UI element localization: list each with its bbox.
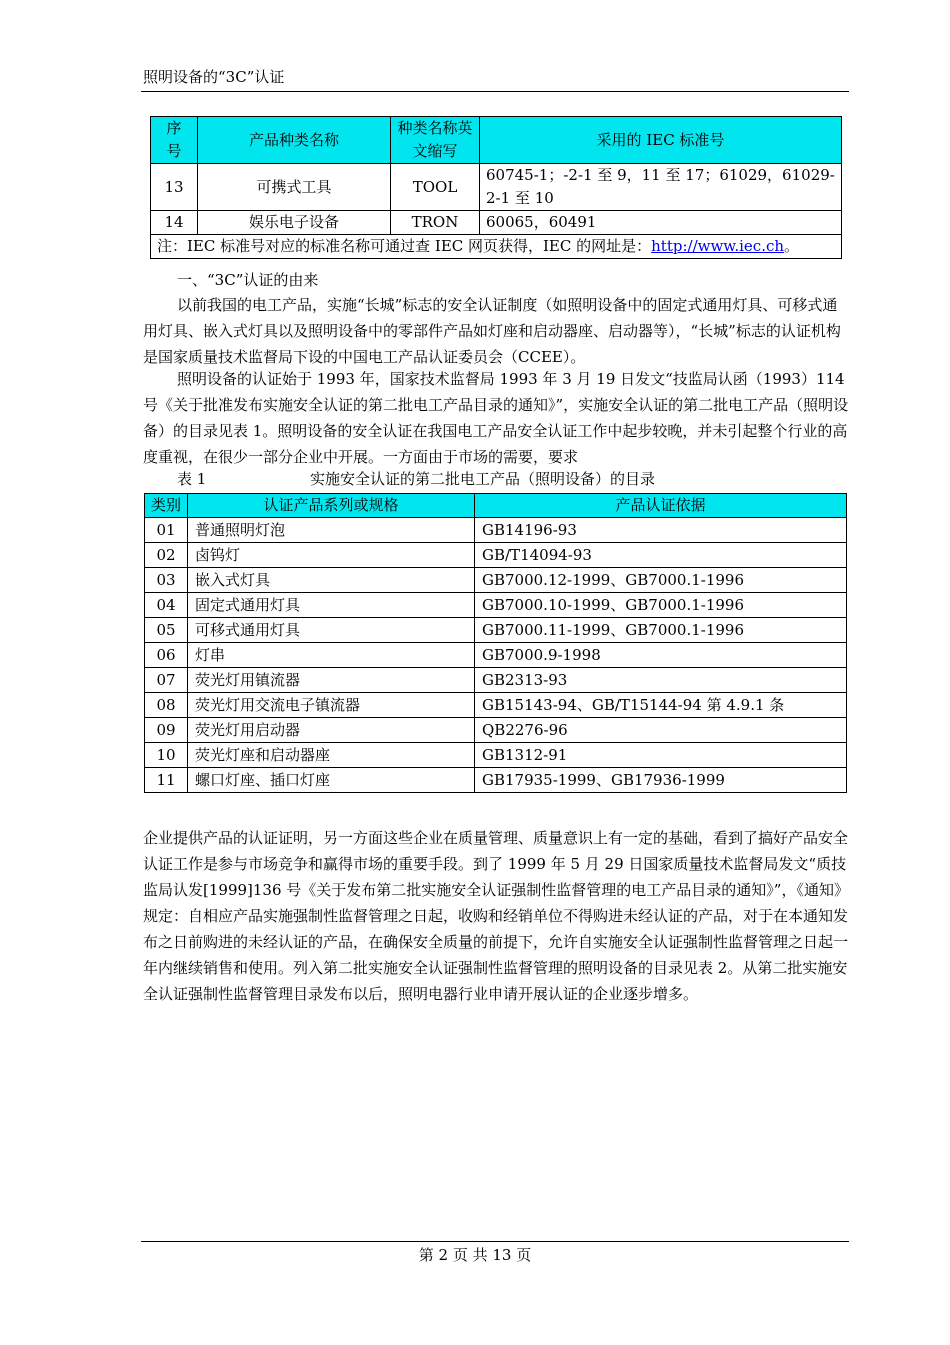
table-header-row <box>151 117 842 164</box>
table-row <box>145 743 847 768</box>
iec-website-link[interactable]: http://www.iec.ch <box>651 237 785 255</box>
table-cell: 13 <box>151 164 198 211</box>
table-cell: 嵌入式灯具 <box>188 568 475 593</box>
table-row <box>145 568 847 593</box>
table-row <box>145 543 847 568</box>
note-end: 。 <box>784 237 800 255</box>
table-cell: QB2276-96 <box>475 718 847 743</box>
table-cell: GB14196-93 <box>475 518 847 543</box>
table-cell: GB/T14094-93 <box>475 543 847 568</box>
table-cell: 荧光灯用启动器 <box>188 718 475 743</box>
table-cell: 60745-1；-2-1 至 9，11 至 17；61029，61029-2-1 至 10 <box>480 164 842 211</box>
table-cell: TOOL <box>391 164 480 211</box>
caption-label: 表 1 <box>177 470 207 488</box>
table-cell: 05 <box>145 618 188 643</box>
table-row <box>145 718 847 743</box>
caption-title: 实施安全认证的第二批电工产品（照明设备）的目录 <box>310 470 656 488</box>
table-row <box>151 211 842 235</box>
column-header: 种类名称英文缩写 <box>391 117 480 164</box>
column-header: 认证产品系列或规格 <box>188 494 475 518</box>
table-row <box>145 618 847 643</box>
certification-catalog-table <box>144 493 847 793</box>
column-header: 序号 <box>151 117 198 164</box>
table-cell: 普通照明灯泡 <box>188 518 475 543</box>
column-header: 类别 <box>145 494 188 518</box>
table-cell: GB2313-93 <box>475 668 847 693</box>
column-header: 产品认证依据 <box>475 494 847 518</box>
table-cell: 08 <box>145 693 188 718</box>
iec-standards-table <box>150 116 842 259</box>
paragraph-1: 以前我国的电工产品，实施“长城”标志的安全认证制度（如照明设备中的固定式通用灯具、可移式通用灯具、嵌入式灯具以及照明设备中的零部件产品如灯座和启动器座、启动器等），“长城”标志的认证机构是国家质量技术监督局下设的中国电工产品认证委员会（CCEE）。 <box>143 296 841 366</box>
table-cell: 可携式工具 <box>198 164 391 211</box>
page-number: 第 2 页 共 13 页 <box>418 1246 532 1264</box>
table-body <box>145 518 847 793</box>
table-cell: 灯串 <box>188 643 475 668</box>
table-cell: 卤钨灯 <box>188 543 475 568</box>
table-cell: 固定式通用灯具 <box>188 593 475 618</box>
table-cell: 14 <box>151 211 198 235</box>
table-row <box>151 164 842 211</box>
paragraph-2: 照明设备的认证始于 1993 年，国家技术监督局 1993 年 3 月 19 日发文“技监局认函（1993）114 号《关于批准发布实施安全认证的第二批电工产品目录的通知》”，实施安全认证的第二批电工产品（照明设备）的目录见表 1。照明设备的安全认证在我国电工产品安全认证工作中起步较晚，并未引起整个行业的高度重视，在很少一部分企业中开展。一方面由于市场的需要，要求 <box>143 370 849 466</box>
table-header-row <box>145 494 847 518</box>
table-cell: GB17935-1999、GB17936-1999 <box>475 768 847 793</box>
table-cell: GB7000.10-1999、GB7000.1-1996 <box>475 593 847 618</box>
table-cell: GB7000.12-1999、GB7000.1-1996 <box>475 568 847 593</box>
column-header: 采用的 IEC 标准号 <box>480 117 842 164</box>
page-header-title: 照明设备的“3C”认证 <box>143 68 285 86</box>
table-cell: 02 <box>145 543 188 568</box>
table-cell: TRON <box>391 211 480 235</box>
table-cell: 荧光灯用交流电子镇流器 <box>188 693 475 718</box>
table-cell: GB7000.9-1998 <box>475 643 847 668</box>
table-row <box>145 643 847 668</box>
table-row <box>145 668 847 693</box>
table-cell: 11 <box>145 768 188 793</box>
header-divider <box>141 91 849 92</box>
column-header: 产品种类名称 <box>198 117 391 164</box>
footer-divider <box>141 1241 849 1242</box>
table-cell: 01 <box>145 518 188 543</box>
table-row <box>145 593 847 618</box>
table-cell: GB7000.11-1999、GB7000.1-1996 <box>475 618 847 643</box>
table-row <box>145 768 847 793</box>
table-note-row <box>151 235 842 259</box>
table-cell: 螺口灯座、插口灯座 <box>188 768 475 793</box>
table-cell: 娱乐电子设备 <box>198 211 391 235</box>
table-cell: 10 <box>145 743 188 768</box>
table-row <box>145 693 847 718</box>
table-cell: GB15143-94、GB/T15144-94 第 4.9.1 条 <box>475 693 847 718</box>
table-cell: 09 <box>145 718 188 743</box>
table-cell: 03 <box>145 568 188 593</box>
table-cell: 04 <box>145 593 188 618</box>
table-note <box>151 235 842 259</box>
table-caption <box>177 468 656 489</box>
paragraph-3: 企业提供产品的认证证明，另一方面这些企业在质量管理、质量意识上有一定的基础，看到了搞好产品安全认证工作是参与市场竞争和赢得市场的重要手段。到了 1999 年 5 月 29 日国家质量技术监督局发文“质技监局认发[1999]136 号《关于发布第二批实施安全认证强制性监督管理的电工产品目录的通知》”，《通知》规定：自相应产品实施强制性监督管理之日起，收购和经销单位不得购进未经认证的产品，对于在本通知发布之日前购进的未经认证的产品，在确保安全质量的前提下，允许自实施安全认证强制性监督管理之日起一年内继续销售和使用。列入第二批实施安全认证强制性监督管理的照明设备的目录见表 2。从第二批实施安全认证强制性监督管理目录发布以后，照明电器行业申请开展认证的企业逐步增多。 <box>143 829 849 1003</box>
table-cell: GB1312-91 <box>475 743 847 768</box>
table-cell: 可移式通用灯具 <box>188 618 475 643</box>
table-cell: 06 <box>145 643 188 668</box>
table-row <box>145 518 847 543</box>
table-cell: 07 <box>145 668 188 693</box>
table-cell: 荧光灯座和启动器座 <box>188 743 475 768</box>
note-text: 注：IEC 标准号对应的标准名称可通过查 IEC 网页获得，IEC 的网址是： <box>157 237 652 255</box>
table-cell: 荧光灯用镇流器 <box>188 668 475 693</box>
section-heading: 一、“3C”认证的由来 <box>177 271 319 289</box>
table-cell: 60065，60491 <box>480 211 842 235</box>
